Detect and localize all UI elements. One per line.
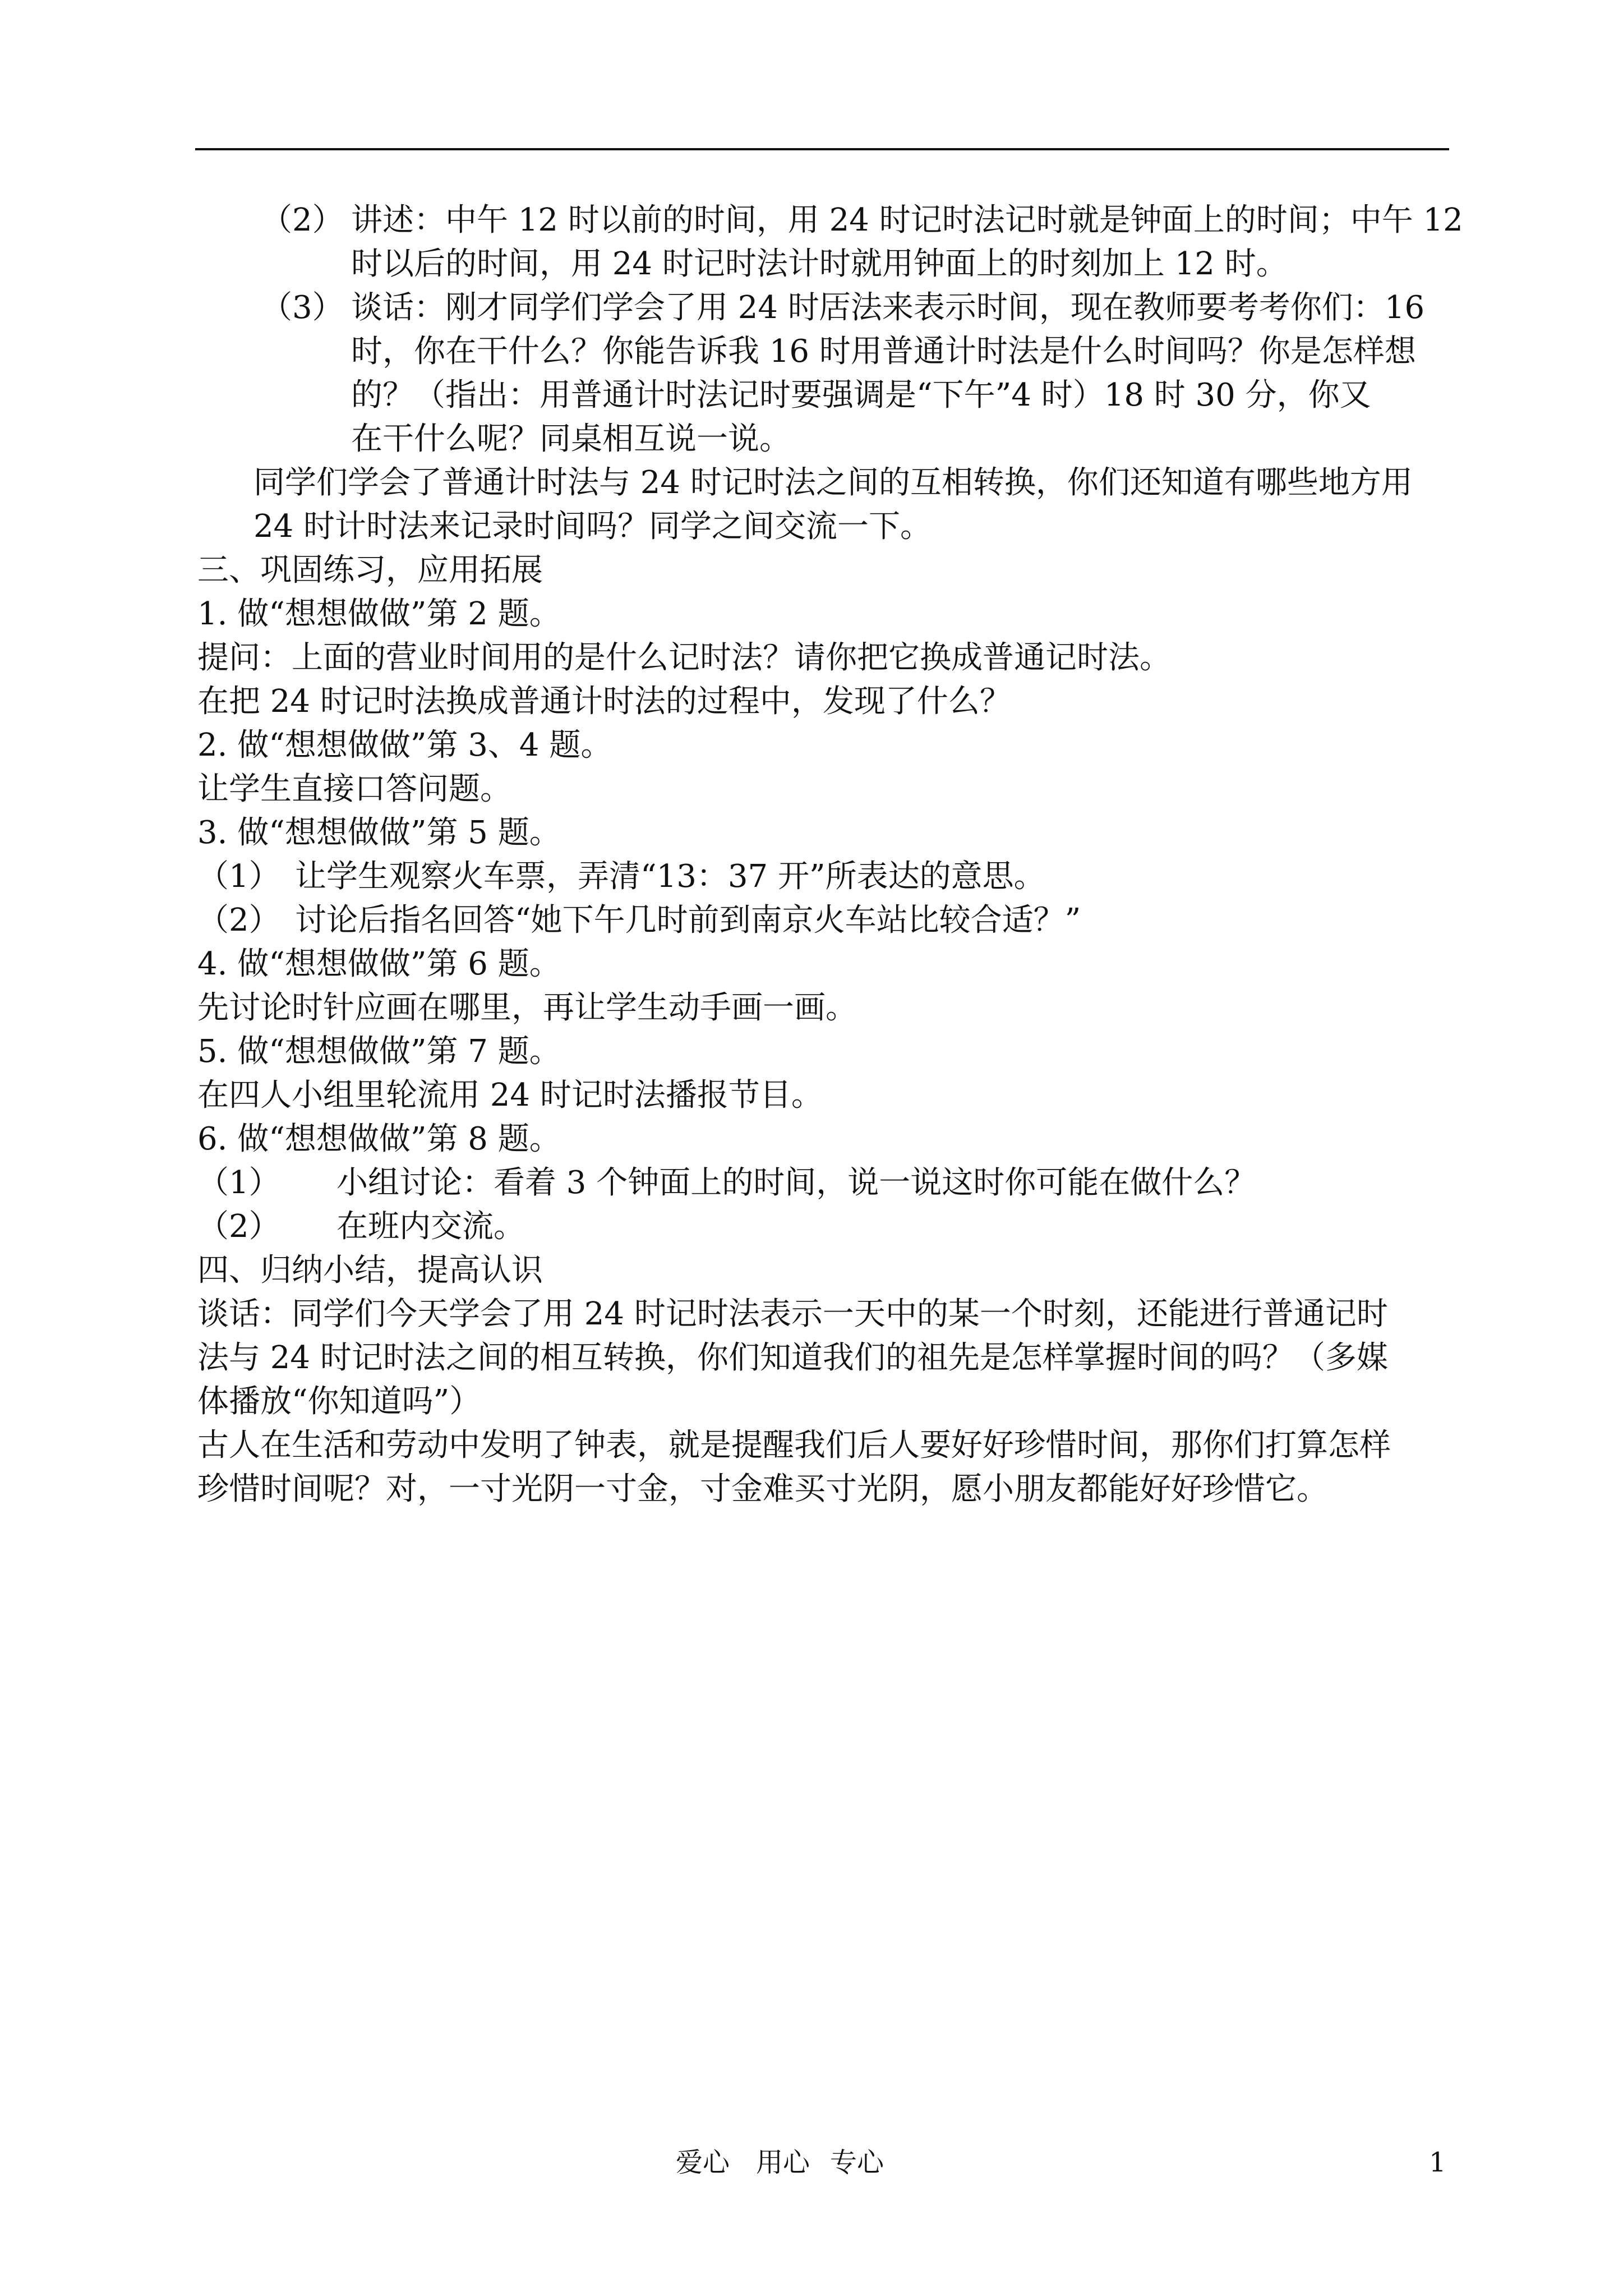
item-5-sub-1-number: （1） [197, 858, 280, 895]
step-3-number: （3） [261, 289, 344, 326]
header-rule [195, 148, 1449, 150]
item-5-sub-2-text: 讨论后指名回答“她下午几时前到南京火车站比较合适？” [295, 902, 1081, 938]
section-4-line: 谈话：同学们今天学会了用 24 时记时法表示一天中的某一个时刻，还能进行普通记时 [197, 1296, 1388, 1332]
section-3-line: 提问：上面的营业时间用的是什么记时法？请你把它换成普通记时法。 [197, 639, 1171, 676]
section-4-heading: 四、归纳小结，提高认识 [197, 1252, 543, 1289]
step-3-line-4: 在干什么呢？同桌相互说一说。 [351, 421, 791, 457]
section-3-line: 4. 做“想想做做”第 6 题。 [197, 946, 561, 982]
summary-line-1: 同学们学会了普通计时法与 24 时记时法之间的互相转换，你们还知道有哪些地方用 [253, 464, 1413, 501]
section-3-line: 2. 做“想想做做”第 3、4 题。 [197, 727, 612, 763]
step-2-line-1: 讲述：中午 12 时以前的时间，用 24 时记时法记时就是钟面上的时间；中午 12 [351, 202, 1463, 238]
item-8-sub-1-number: （1） [197, 1165, 280, 1201]
section-3-line: 5. 做“想想做做”第 7 题。 [197, 1033, 561, 1070]
page-number: 1 [1429, 2147, 1446, 2178]
section-3-line: 6. 做“想想做做”第 8 题。 [197, 1121, 561, 1157]
step-3-line-3: 的？（指出：用普通计时法记时要强调是“下午”4 时）18 时 30 分，你又 [351, 377, 1371, 413]
item-8-sub-2-text: 在班内交流。 [336, 1208, 525, 1245]
item-5-sub-2-number: （2） [197, 902, 280, 938]
footer-motto-1: 爱心 [676, 2147, 730, 2178]
item-8-sub-1-text: 小组讨论：看着 3 个钟面上的时间，说一说这时你可能在做什么？ [336, 1165, 1256, 1201]
item-8-sub-2-number: （2） [197, 1208, 280, 1245]
section-4-line: 古人在生活和劳动中发明了钟表，就是提醒我们后人要好好珍惜时间，那你们打算怎样 [197, 1427, 1391, 1464]
footer-motto-3: 专心 [830, 2147, 884, 2178]
section-3-line: 3. 做“想想做做”第 5 题。 [197, 815, 561, 851]
step-3-line-1: 谈话：刚才同学们学会了用 24 时㕆法来表示时间，现在教师要考考你们：16 [351, 289, 1425, 326]
section-3-line: 1. 做“想想做做”第 2 题。 [197, 596, 561, 632]
section-3-line: 先讨论时针应画在哪里，再让学生动手画一画。 [197, 990, 857, 1026]
step-3-line-2: 时，你在干什么？你能告诉我 16 时用普通计时法是什么时间吗？你是怎样想 [351, 333, 1416, 370]
section-3-heading: 三、巩固练习，应用拓展 [197, 552, 543, 588]
footer-motto-2: 用心 [756, 2147, 810, 2178]
summary-line-2: 24 时计时法来记录时间吗？同学之间交流一下。 [253, 508, 932, 545]
section-3-line: 在四人小组里轮流用 24 时记时法播报节目。 [197, 1077, 823, 1114]
step-2-line-2: 时以后的时间，用 24 时记时法计时就用钟面上的时刻加上 12 时。 [351, 246, 1288, 282]
item-5-sub-1-text: 让学生观察火车票，弄清“13：37 开”所表达的意思。 [295, 858, 1045, 895]
section-4-line: 法与 24 时记时法之间的相互转换，你们知道我们的祖先是怎样掌握时间的吗？（多媒 [197, 1340, 1388, 1376]
step-2-number: （2） [261, 202, 344, 238]
section-4-line: 珍惜时间呢？对，一寸光阴一寸金，寸金难买寸光阴，愿小朋友都能好好珍惜它。 [197, 1471, 1328, 1507]
section-3-line: 让学生直接口答问题。 [197, 771, 511, 807]
section-4-line: 体播放“你知道吗”） [197, 1383, 481, 1420]
section-3-line: 在把 24 时记时法换成普通计时法的过程中，发现了什么？ [197, 683, 1011, 720]
